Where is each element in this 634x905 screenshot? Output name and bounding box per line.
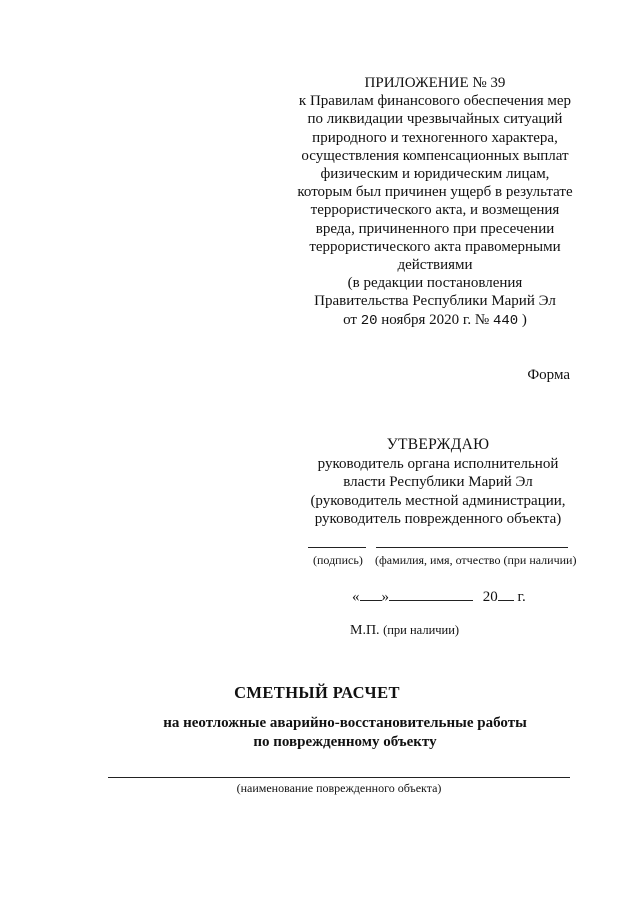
date-rest: ноября 2020 г. № <box>381 311 490 328</box>
date-close-quote: » <box>381 589 389 605</box>
appendix-date-line <box>270 311 600 330</box>
subtitle-line: по поврежденному объекту <box>253 734 437 750</box>
forma-label: Форма <box>527 367 570 383</box>
document-subtitle <box>0 714 634 752</box>
stamp-label: М.П. <box>350 623 380 638</box>
date-prefix: от <box>343 311 357 328</box>
signature-caption: (подпись) <box>313 553 363 567</box>
year-suffix: г. <box>517 589 526 605</box>
approval-line: руководитель органа исполнительной <box>317 455 559 472</box>
appendix-line: по ликвидации чрезвычайных ситуаций <box>307 111 563 128</box>
appendix-line: террористического акта, и возмещения <box>310 202 560 219</box>
approval-title: УТВЕРЖДАЮ <box>386 436 490 453</box>
doc-number: 440 <box>492 312 519 329</box>
approval-date-row <box>352 586 526 606</box>
stamp-note: (при наличии) <box>383 623 460 637</box>
appendix-line: к Правилам финансового обеспечения мер <box>298 93 572 110</box>
object-name-line <box>108 777 570 778</box>
appendix-title: ПРИЛОЖЕНИЕ № 39 <box>364 75 506 91</box>
appendix-line: вреда, причиненного при пресечении <box>315 220 555 237</box>
document-title: СМЕТНЫЙ РАСЧЕТ <box>234 683 400 702</box>
appendix-line: действиями <box>397 257 473 274</box>
appendix-line: осуществления компенсационных выплат <box>301 147 569 164</box>
appendix-line: террористического акта правомерными <box>309 238 561 255</box>
year-prefix: 20 <box>482 589 498 605</box>
approval-block <box>300 436 576 529</box>
date-day: 20 <box>360 312 378 329</box>
year-blank <box>498 586 514 601</box>
appendix-line: Правительства Республики Марий Эл <box>314 293 556 310</box>
appendix-line: (в редакции постановления <box>347 275 523 292</box>
date-open-quote: « <box>352 589 360 605</box>
month-blank <box>389 586 473 601</box>
appendix-line: физическим и юридическим лицам, <box>320 166 550 183</box>
appendix-line: природного и техногенного характера, <box>312 129 558 146</box>
approval-line: власти Республики Марий Эл <box>343 474 533 490</box>
date-close: ) <box>521 311 527 328</box>
day-blank <box>360 586 382 601</box>
approval-line: (руководитель местной администрации, <box>310 492 566 509</box>
signature-line <box>308 547 366 548</box>
appendix-line: которым был причинен ущерб в результате <box>297 184 573 201</box>
name-caption: (фамилия, имя, отчество (при наличии) <box>375 553 577 567</box>
object-name-caption: (наименование поврежденного объекта) <box>236 781 442 795</box>
stamp-place <box>350 623 459 639</box>
appendix-block <box>270 74 600 330</box>
approval-line: руководитель поврежденного объекта) <box>314 511 562 527</box>
name-line <box>376 547 568 548</box>
subtitle-line: на неотложные аварийно-восстановительные работы <box>163 715 527 731</box>
